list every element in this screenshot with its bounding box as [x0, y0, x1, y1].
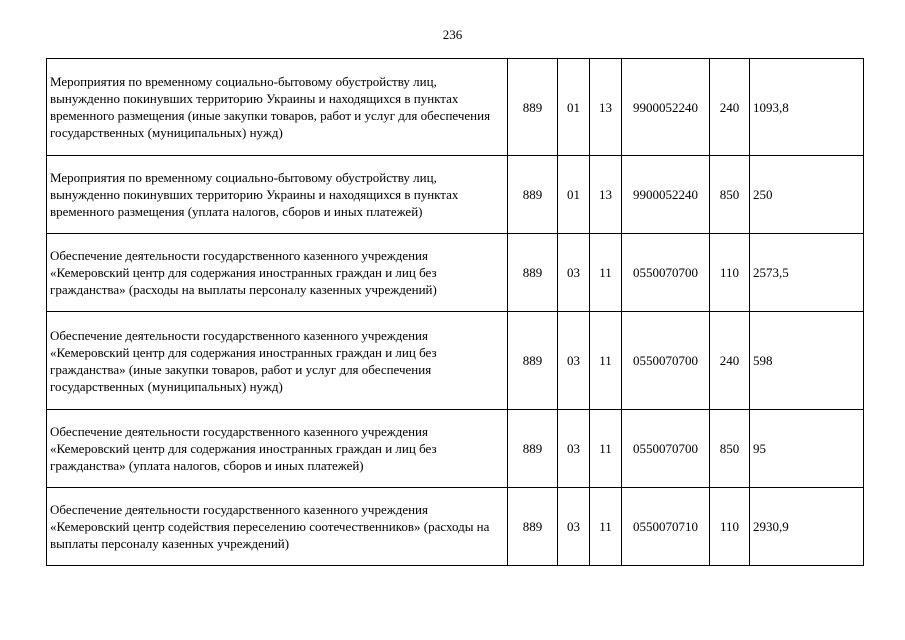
- subsection-code: 11: [590, 410, 622, 488]
- row-description: Мероприятия по временному социально-бытовому обустройству лиц, вынужденно покинувших территорию Украины и находящихся в пунктах временного размещения (иные закупки товаров, работ и услуг для обеспечения государственных (муниципальных) нужд): [47, 59, 508, 156]
- subsection-code: 13: [590, 59, 622, 156]
- expense-type-code: 240: [710, 59, 750, 156]
- budget-table: [46, 58, 864, 566]
- amount: 1093,8: [750, 59, 864, 156]
- ministry-code: 889: [508, 312, 558, 410]
- ministry-code: 889: [508, 59, 558, 156]
- amount: 598: [750, 312, 864, 410]
- section-code: 01: [558, 59, 590, 156]
- subsection-code: 13: [590, 156, 622, 234]
- table-row: [47, 156, 864, 234]
- section-code: 01: [558, 156, 590, 234]
- table-row: [47, 410, 864, 488]
- expense-type-code: 110: [710, 488, 750, 566]
- table-row: [47, 234, 864, 312]
- row-description: Обеспечение деятельности государственного казенного учреждения «Кемеровский центр для содержания иностранных граждан и лиц без гражданства» (уплата налогов, сборов и иных платежей): [47, 410, 508, 488]
- ministry-code: 889: [508, 156, 558, 234]
- table-row: [47, 488, 864, 566]
- row-description: Обеспечение деятельности государственного казенного учреждения «Кемеровский центр содействия переселению соотечественников» (расходы на выплаты персоналу казенных учреждений): [47, 488, 508, 566]
- section-code: 03: [558, 234, 590, 312]
- amount: 95: [750, 410, 864, 488]
- expense-type-code: 110: [710, 234, 750, 312]
- ministry-code: 889: [508, 234, 558, 312]
- section-code: 03: [558, 312, 590, 410]
- subsection-code: 11: [590, 312, 622, 410]
- target-code: 9900052240: [622, 59, 710, 156]
- subsection-code: 11: [590, 234, 622, 312]
- row-description: Мероприятия по временному социально-бытовому обустройству лиц, вынужденно покинувших территорию Украины и находящихся в пунктах временного размещения (уплата налогов, сборов и иных платежей): [47, 156, 508, 234]
- target-code: 0550070700: [622, 312, 710, 410]
- amount: 2930,9: [750, 488, 864, 566]
- table-row: [47, 59, 864, 156]
- expense-type-code: 240: [710, 312, 750, 410]
- target-code: 0550070710: [622, 488, 710, 566]
- amount: 250: [750, 156, 864, 234]
- target-code: 0550070700: [622, 410, 710, 488]
- table-body: [47, 59, 864, 566]
- amount: 2573,5: [750, 234, 864, 312]
- target-code: 0550070700: [622, 234, 710, 312]
- subsection-code: 11: [590, 488, 622, 566]
- table-row: [47, 312, 864, 410]
- page-number: 236: [442, 27, 463, 42]
- row-description: Обеспечение деятельности государственного казенного учреждения «Кемеровский центр для содержания иностранных граждан и лиц без гражданства» (расходы на выплаты персоналу казенных учреждений): [47, 234, 508, 312]
- expense-type-code: 850: [710, 410, 750, 488]
- section-code: 03: [558, 488, 590, 566]
- ministry-code: 889: [508, 488, 558, 566]
- row-description: Обеспечение деятельности государственного казенного учреждения «Кемеровский центр для содержания иностранных граждан и лиц без гражданства» (иные закупки товаров, работ и услуг для обеспечения государственных (муниципальных) нужд): [47, 312, 508, 410]
- expense-type-code: 850: [710, 156, 750, 234]
- section-code: 03: [558, 410, 590, 488]
- target-code: 9900052240: [622, 156, 710, 234]
- ministry-code: 889: [508, 410, 558, 488]
